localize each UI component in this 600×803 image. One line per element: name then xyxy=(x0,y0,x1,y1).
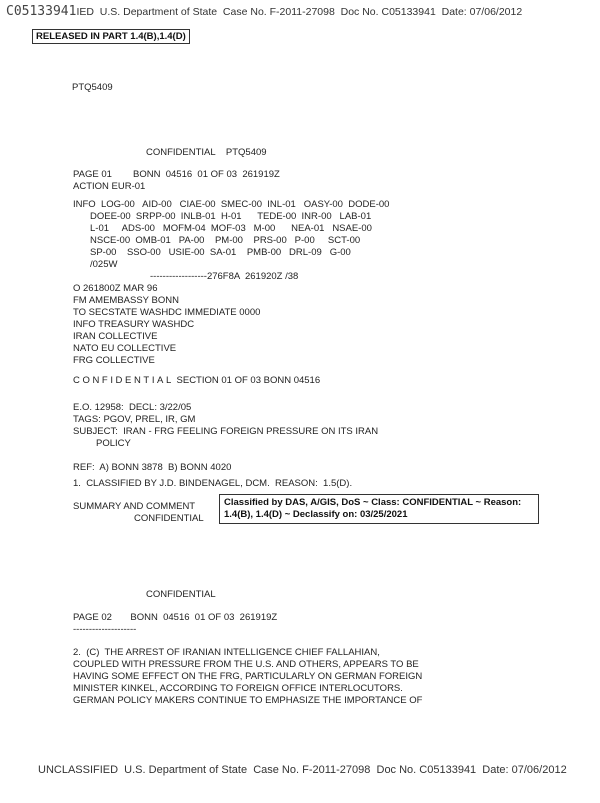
doc-id-overlay: C05133941 xyxy=(6,4,77,19)
summary-confidential: CONFIDENTIAL xyxy=(134,513,204,524)
routing-line-3: TO SECSTATE WASHDC IMMEDIATE 0000 xyxy=(73,307,261,318)
para-2-line-1: 2. (C) THE ARREST OF IRANIAN INTELLIGENCE CHIEF FALLAHIAN, xyxy=(73,647,380,658)
info-line-3: L-01 ADS-00 MOFM-04 MOF-03 M-00 NEA-01 NSAE-00 xyxy=(90,223,372,234)
ptq-top: PTQ5409 xyxy=(72,82,113,93)
ref-line: REF: A) BONN 3878 B) BONN 4020 xyxy=(73,462,232,473)
dash-rule: -------------------- xyxy=(73,624,137,635)
info-line-5: SP-00 SSO-00 USIE-00 SA-01 PMB-00 DRL-09 G-00 xyxy=(90,247,351,258)
para-2-line-5: GERMAN POLICY MAKERS CONTINUE TO EMPHASIZE THE IMPORTANCE OF xyxy=(73,695,423,706)
tags-line: TAGS: PGOV, PREL, IR, GM xyxy=(73,414,196,425)
routing-line-4: INFO TREASURY WASHDC xyxy=(73,319,195,330)
info-line-6: /025W xyxy=(90,259,118,270)
action-line: ACTION EUR-01 xyxy=(73,181,146,192)
subject-line-2: POLICY xyxy=(96,438,131,449)
confidential-header: CONFIDENTIAL PTQ5409 xyxy=(146,147,267,158)
eo-line: E.O. 12958: DECL: 3/22/05 xyxy=(73,402,192,413)
routing-line-6: NATO EU COLLECTIVE xyxy=(73,343,177,354)
routing-line-1: O 261800Z MAR 96 xyxy=(73,283,158,294)
summary-label: SUMMARY AND COMMENT xyxy=(73,501,196,512)
page-header xyxy=(6,4,522,19)
para-2-line-3: HAVING SOME EFFECT ON THE FRG, PARTICULARLY ON GERMAN FOREIGN xyxy=(73,671,423,682)
page-01-line: PAGE 01 BONN 04516 01 OF 03 261919Z xyxy=(73,169,280,180)
info-line-4: NSCE-00 OMB-01 PA-00 PM-00 PRS-00 P-00 SCT-00 xyxy=(90,235,361,246)
routing-line-5: IRAN COLLECTIVE xyxy=(73,331,158,342)
routing-line-2: FM AMEMBASSY BONN xyxy=(73,295,179,306)
routing-line-7: FRG COLLECTIVE xyxy=(73,355,155,366)
confidential-mid: CONFIDENTIAL xyxy=(146,589,216,600)
info-line-2: DOEE-00 SRPP-00 INLB-01 H-01 TEDE-00 INR-00 LAB-01 xyxy=(90,211,372,222)
section-line xyxy=(73,375,320,387)
para-2-line-2: COUPLED WITH PRESSURE FROM THE U.S. AND OTHERS, APPEARS TO BE xyxy=(73,659,419,670)
classification-box: Classified by DAS, A/GIS, DoS ~ Class: CONFIDENTIAL ~ Reason: 1.4(B), 1.4(D) ~ Declassify on: 03/25/2021 xyxy=(219,494,539,524)
para-1: 1. CLASSIFIED BY J.D. BINDENAGEL, DCM. REASON: 1.5(D). xyxy=(73,478,353,489)
para-2-line-4: MINISTER KINKEL, ACCORDING TO FOREIGN OFFICE INTERLOCUTORS. xyxy=(73,683,403,694)
subject-line-1: SUBJECT: IRAN - FRG FEELING FOREIGN PRESSURE ON ITS IRAN xyxy=(73,426,379,437)
header-text: IED U.S. Department of State Case No. F-2011-27098 Doc No. C05133941 Date: 07/06/2012 xyxy=(76,6,523,18)
section-confidential: CONFIDENTIAL xyxy=(73,375,174,386)
release-stamp: RELEASED IN PART 1.4(B),1.4(D) xyxy=(32,29,190,44)
page-footer: UNCLASSIFIED U.S. Department of State Case No. F-2011-27098 Doc No. C05133941 Date: 07/06/2012 xyxy=(38,764,567,776)
section-rest: SECTION 01 OF 03 BONN 04516 xyxy=(176,375,321,386)
info-line-1: INFO LOG-00 AID-00 CIAE-00 SMEC-00 INL-01 OASY-00 DODE-00 xyxy=(73,199,390,210)
dashes-line: ------------------276F8A 261920Z /38 xyxy=(150,271,299,282)
page-02-line: PAGE 02 BONN 04516 01 OF 03 261919Z xyxy=(73,612,278,623)
